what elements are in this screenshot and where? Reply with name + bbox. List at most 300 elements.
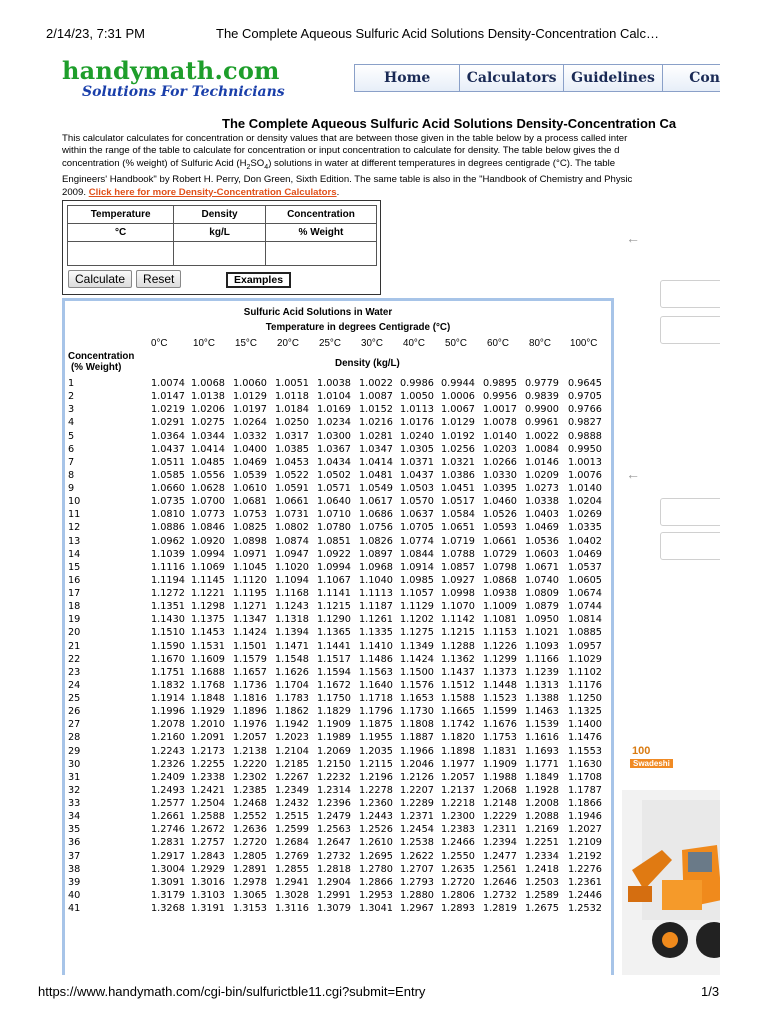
density-cell: 1.2953 [359, 889, 393, 901]
density-cell: 1.0038 [317, 378, 351, 389]
density-cell: 1.2538 [400, 837, 434, 849]
density-cell: 1.2057 [441, 771, 475, 783]
density-cell: 1.1313 [525, 679, 559, 691]
density-cell: 1.0537 [568, 561, 602, 573]
density-cell: 1.2360 [359, 798, 393, 809]
table-row [65, 417, 611, 430]
density-cell: 1.2793 [400, 876, 434, 888]
temperature-header: 50°C [445, 338, 467, 349]
density-cell: 1.1288 [441, 640, 475, 652]
density-cell: 1.1116 [151, 561, 185, 573]
concentration-cell: 14 [68, 548, 81, 560]
density-cell: 1.1373 [483, 666, 517, 678]
temperature-cell [68, 242, 174, 266]
density-cell: 1.0998 [441, 588, 475, 599]
density-cell: 1.0147 [151, 391, 185, 403]
density-cell: 1.1272 [151, 588, 185, 599]
intro-line: Engineers' Handbook" by Robert H. Perry, Don Green, Sixth Edition. The same table is also in the "Handbook of Chemistry and Physic [62, 174, 633, 186]
density-cell: 1.1176 [568, 679, 602, 691]
density-cell: 1.1129 [400, 601, 434, 613]
table-subtitle: Temperature in degrees Centigrade (°C) [265, 322, 451, 333]
density-cell: 1.2589 [525, 889, 559, 901]
density-cell: 1.1976 [233, 719, 267, 731]
concentration-cell: 16 [68, 574, 81, 586]
table-row [65, 719, 611, 732]
density-cell: 1.2169 [525, 824, 559, 836]
density-cell: 1.0661 [483, 535, 517, 547]
density-cell: 1.2091 [191, 732, 225, 744]
temperature-header: 10°C [193, 338, 215, 349]
concentration-cell: 18 [68, 601, 81, 613]
table-row [65, 837, 611, 850]
concentration-cell: 19 [68, 614, 81, 626]
density-cell: 1.1753 [483, 732, 517, 744]
ad-box[interactable] [660, 280, 720, 308]
density-cell: 1.2672 [191, 824, 225, 836]
table-row [65, 772, 611, 785]
density-cell: 1.0273 [525, 483, 559, 494]
density-cell: 1.1471 [275, 640, 309, 652]
density-cell: 1.0317 [275, 430, 309, 442]
density-cell: 1.0788 [441, 548, 475, 560]
header-density: Density [174, 206, 266, 224]
density-cell: 1.2418 [525, 863, 559, 875]
density-cell: 1.0846 [191, 522, 225, 534]
calculate-button[interactable]: Calculate [68, 270, 132, 288]
density-cell: 1.1070 [441, 601, 475, 613]
density-cell: 1.0485 [191, 456, 225, 468]
density-cell: 1.1693 [525, 745, 559, 757]
density-cell: 1.2636 [233, 824, 267, 836]
density-cell: 1.2185 [275, 758, 309, 770]
density-label: Density (kg/L) [335, 358, 400, 369]
density-cell: 1.0885 [568, 627, 602, 639]
subscript: 2 [246, 163, 251, 171]
density-cell: 1.2454 [400, 824, 434, 836]
density-cell: 1.1630 [568, 758, 602, 770]
density-cell: 1.1590 [151, 640, 185, 652]
table-row [65, 811, 611, 824]
density-cell: 1.1866 [568, 798, 602, 809]
swadeshi-text: Swadeshi [630, 759, 673, 768]
density-cell: 1.0735 [151, 496, 185, 508]
density-cell: 1.1579 [233, 653, 267, 665]
table-row [65, 588, 611, 601]
density-cell: 1.2255 [191, 758, 225, 770]
density-cell: 1.0593 [483, 522, 517, 534]
concentration-cell: 22 [68, 653, 81, 665]
table-row [65, 759, 611, 772]
density-cell: 1.0169 [317, 404, 351, 416]
density-input[interactable] [174, 243, 265, 265]
form-buttons [68, 270, 185, 288]
density-cell: 1.0051 [275, 378, 309, 389]
density-cell: 1.0234 [317, 417, 351, 429]
density-cell: 1.0774 [400, 535, 434, 547]
density-cell: 1.1142 [441, 614, 475, 626]
concentration-cell: 1 [68, 378, 75, 389]
density-cell: 1.0628 [191, 483, 225, 494]
density-cell: 0.9766 [568, 404, 602, 416]
table-row [65, 654, 611, 667]
density-cell: 0.9705 [568, 391, 602, 403]
density-cell: 0.9895 [483, 378, 517, 389]
density-cell: 1.0074 [151, 378, 185, 389]
concentration-cell: 8 [68, 469, 75, 481]
density-cell: 1.1441 [317, 640, 351, 652]
intro-line [62, 187, 720, 199]
density-cell: 1.0050 [400, 391, 434, 403]
concentration-cell: 21 [68, 640, 81, 652]
density-cell: 1.2684 [275, 837, 309, 849]
density-cell: 1.0266 [483, 456, 517, 468]
density-cell: 1.1996 [151, 706, 185, 718]
subscript: 4 [264, 163, 269, 171]
density-cell: 1.3016 [191, 876, 225, 888]
density-cell: 1.0584 [441, 509, 475, 521]
density-cell: 1.2493 [151, 784, 185, 796]
density-cell: 1.2207 [400, 784, 434, 796]
density-cell: 1.1448 [483, 679, 517, 691]
density-cell: 1.1670 [151, 653, 185, 665]
density-cell: 1.2302 [233, 771, 267, 783]
concentration-cell: 36 [68, 837, 81, 849]
density-cell: 1.0671 [525, 561, 559, 573]
density-cell: 1.2251 [525, 837, 559, 849]
examples-button[interactable]: Examples [226, 272, 291, 288]
density-cell: 1.0549 [359, 483, 393, 494]
density-cell: 1.2394 [483, 837, 517, 849]
concentration-cell: 31 [68, 771, 81, 783]
ad-box[interactable] [660, 498, 720, 526]
density-cell: 1.0347 [359, 443, 393, 455]
density-cell: 1.1708 [568, 771, 602, 783]
density-cell: 1.1751 [151, 666, 185, 678]
density-cell: 1.1909 [317, 719, 351, 731]
density-cell: 1.0661 [275, 496, 309, 508]
density-cell: 1.0898 [233, 535, 267, 547]
density-cell: 1.0264 [233, 417, 267, 429]
density-cell: 1.0556 [191, 469, 225, 481]
concentration-cell: 26 [68, 706, 81, 718]
density-cell: 1.0395 [483, 483, 517, 494]
concentration-cell: 24 [68, 679, 81, 691]
density-cell: 1.1553 [568, 745, 602, 757]
density-cell: 1.1239 [525, 666, 559, 678]
temperature-header: 20°C [277, 338, 299, 349]
density-cell: 1.0140 [568, 483, 602, 494]
density-cell: 1.0367 [317, 443, 351, 455]
table-row [65, 614, 611, 627]
density-cell: 1.2941 [275, 876, 309, 888]
density-cell: 1.0129 [441, 417, 475, 429]
density-cell: 1.2746 [151, 824, 185, 836]
density-cell: 1.2831 [151, 837, 185, 849]
temperature-header: 15°C [235, 338, 257, 349]
density-cell: 0.9839 [525, 391, 559, 403]
density-cell: 1.2904 [317, 876, 351, 888]
concentration-label: Concentration [68, 351, 135, 362]
concentration-cell: 29 [68, 745, 81, 757]
density-cell: 1.2479 [317, 811, 351, 823]
density-cell: 1.0371 [400, 456, 434, 468]
density-cell: 1.2243 [151, 745, 185, 757]
ad-box[interactable] [660, 316, 720, 344]
excavator-ad-image[interactable] [622, 790, 720, 975]
density-cell: 1.1688 [191, 666, 225, 678]
table-row [65, 667, 611, 680]
density-cell: 1.0017 [483, 404, 517, 416]
density-cell: 1.1862 [275, 706, 309, 718]
density-cell: 1.0780 [317, 522, 351, 534]
density-cell: 1.1704 [275, 679, 309, 691]
concentration-cell: 41 [68, 903, 81, 914]
density-cell: 1.2635 [441, 863, 475, 875]
density-cell: 1.0197 [233, 404, 267, 416]
density-cell: 1.0250 [275, 417, 309, 429]
density-cell: 1.0022 [525, 430, 559, 442]
density-cell: 1.1194 [151, 574, 185, 586]
density-cell: 1.0844 [400, 548, 434, 560]
density-cell: 0.9944 [441, 378, 475, 389]
density-cell: 1.2088 [525, 811, 559, 823]
density-cell: 1.2661 [151, 811, 185, 823]
density-cell: 1.1672 [317, 679, 351, 691]
density-cell: 1.1966 [400, 745, 434, 757]
nav-calculators[interactable]: Calculators [460, 65, 563, 91]
density-cell: 1.1510 [151, 627, 185, 639]
density-cell: 1.2069 [317, 745, 351, 757]
density-cell: 1.1349 [400, 640, 434, 652]
table-row [65, 706, 611, 719]
density-cell: 1.2561 [483, 863, 517, 875]
density-cell: 1.1166 [525, 653, 559, 665]
density-cell: 1.2046 [400, 758, 434, 770]
density-cell: 1.0060 [233, 378, 267, 389]
table-row [65, 404, 611, 417]
density-cell: 1.0826 [359, 535, 393, 547]
table-row [65, 627, 611, 640]
density-cell: 1.0184 [275, 404, 309, 416]
density-cell: 1.2289 [400, 798, 434, 809]
density-cell: 1.1787 [568, 784, 602, 796]
density-cell: 1.1829 [317, 706, 351, 718]
density-cell: 1.1318 [275, 614, 309, 626]
density-cell: 1.1730 [400, 706, 434, 718]
site-logo[interactable]: handymath.com [62, 56, 280, 85]
density-cell: 1.0414 [359, 456, 393, 468]
ad-sidebar [620, 200, 720, 975]
density-cell: 1.2196 [359, 771, 393, 783]
ad-box[interactable] [660, 532, 720, 560]
density-cell: 1.0400 [233, 443, 267, 455]
density-cell: 1.0637 [400, 509, 434, 521]
density-cell: 1.2893 [441, 903, 475, 914]
density-cell: 1.1736 [233, 679, 267, 691]
density-cell: 1.3004 [151, 863, 185, 875]
density-cell: 1.1243 [275, 601, 309, 613]
density-cell: 1.1955 [359, 732, 393, 744]
concentration-cell: 33 [68, 798, 81, 809]
density-cell: 1.0705 [400, 522, 434, 534]
density-cell: 1.2805 [233, 850, 267, 862]
density-cell: 1.0305 [400, 443, 434, 455]
swadeshi-badge [630, 745, 690, 775]
back-arrow-icon[interactable]: ← [626, 230, 640, 246]
density-cell: 1.0104 [317, 391, 351, 403]
density-cell: 1.0927 [441, 574, 475, 586]
density-cell: 1.2276 [568, 863, 602, 875]
concentration-cell: 35 [68, 824, 81, 836]
back-arrow-icon[interactable]: ← [626, 466, 640, 482]
density-cell: 1.0591 [275, 483, 309, 494]
density-cell: 1.0140 [483, 430, 517, 442]
density-cell: 1.2695 [359, 850, 393, 862]
density-cell: 1.1640 [359, 679, 393, 691]
density-cell: 1.2173 [191, 745, 225, 757]
density-cell: 1.1946 [568, 811, 602, 823]
more-calculators-link[interactable]: Click here for more Density-Concentration Calculators [88, 186, 337, 198]
density-cell: 1.0740 [525, 574, 559, 586]
concentration-input[interactable] [266, 243, 376, 265]
density-cell: 1.2757 [191, 837, 225, 849]
density-cell: 1.2104 [275, 745, 309, 757]
density-cell: 1.0511 [151, 456, 185, 468]
density-cell: 1.0744 [568, 601, 602, 613]
density-cell: 1.0481 [359, 469, 393, 481]
density-cell: 1.1453 [191, 627, 225, 639]
density-cell: 1.2027 [568, 824, 602, 836]
density-cell: 1.1977 [441, 758, 475, 770]
intro-line: within the range of the table to calculate for concentration or input concentration to calculate for density. The table below gives the d [62, 145, 620, 157]
density-cell: 1.0710 [317, 509, 351, 521]
density-cell: 1.2349 [275, 784, 309, 796]
main-nav [354, 64, 720, 92]
density-cell: 1.2278 [359, 784, 393, 796]
density-cell: 1.0660 [151, 483, 185, 494]
site-tagline: Solutions For Technicians [82, 84, 285, 100]
density-cell: 1.0402 [568, 535, 602, 547]
temperature-header: 60°C [487, 338, 509, 349]
density-cell: 1.0118 [275, 391, 309, 403]
concentration-cell: 40 [68, 889, 81, 901]
density-cell: 1.1375 [191, 614, 225, 626]
concentration-cell: 12 [68, 522, 81, 534]
table-row [65, 641, 611, 654]
nav-guidelines[interactable]: Guidelines [564, 65, 663, 91]
concentration-cell: 38 [68, 863, 81, 875]
density-cell: 1.1523 [483, 693, 517, 704]
density-cell: 1.1626 [275, 666, 309, 678]
density-cell: 1.2010 [191, 719, 225, 731]
density-cell: 1.0968 [359, 561, 393, 573]
density-cell: 1.2967 [400, 903, 434, 914]
density-cell: 1.0753 [233, 509, 267, 521]
density-cell: 1.0209 [525, 469, 559, 481]
density-cell: 1.0146 [525, 456, 559, 468]
density-cell: 1.0076 [568, 469, 602, 481]
density-cell: 0.9986 [400, 378, 434, 389]
nav-home[interactable]: Home [355, 65, 460, 91]
density-cell: 1.1588 [441, 693, 475, 704]
temperature-header: 30°C [361, 338, 383, 349]
density-cell: 1.3191 [191, 903, 225, 914]
density-cell: 1.1665 [441, 706, 475, 718]
density-cell: 1.0700 [191, 496, 225, 508]
density-cell: 1.1069 [191, 561, 225, 573]
density-cell: 1.1928 [525, 784, 559, 796]
density-cell: 1.2707 [400, 863, 434, 875]
concentration-cell: 39 [68, 876, 81, 888]
print-header [0, 26, 768, 44]
density-cell: 1.2218 [441, 798, 475, 809]
concentration-cell: 32 [68, 784, 81, 796]
density-cell: 1.1141 [317, 588, 351, 599]
density-cell: 1.0585 [151, 469, 185, 481]
density-cell: 1.1742 [441, 719, 475, 731]
density-cell: 1.0920 [191, 535, 225, 547]
density-cell: 1.2991 [317, 889, 351, 901]
concentration-column-label [68, 351, 134, 373]
density-cell: 1.0985 [400, 574, 434, 586]
density-cell: 1.1989 [317, 732, 351, 744]
table-row [65, 536, 611, 549]
concentration-cell: 7 [68, 456, 75, 468]
temperature-header: 100°C [570, 338, 598, 349]
density-cell: 1.2138 [233, 745, 267, 757]
intro-fragment: SO [250, 157, 265, 169]
density-cell: 1.2220 [233, 758, 267, 770]
density-cell: 1.2150 [317, 758, 351, 770]
reset-button[interactable]: Reset [136, 270, 181, 288]
density-cell: 1.1045 [233, 561, 267, 573]
density-cell: 1.0335 [568, 522, 602, 534]
density-cell: 1.2311 [483, 824, 517, 836]
density-cell: 1.1195 [233, 588, 267, 599]
concentration-cell: 37 [68, 850, 81, 862]
density-cell: 1.1067 [317, 574, 351, 586]
intro-fragment: . [336, 186, 340, 198]
density-cell: 1.2503 [525, 876, 559, 888]
density-cell: 1.2057 [233, 732, 267, 744]
table-row [65, 798, 611, 811]
concentration-cell: 3 [68, 404, 75, 416]
density-cell: 1.1820 [441, 732, 475, 744]
density-cell: 1.1335 [359, 627, 393, 639]
density-cell: 1.0332 [233, 430, 267, 442]
temperature-input[interactable] [68, 243, 173, 265]
density-cell: 1.0651 [441, 522, 475, 534]
density-cell: 1.2563 [317, 824, 351, 836]
density-cell: 1.1848 [191, 693, 225, 704]
density-cell: 1.2300 [441, 811, 475, 823]
concentration-cell: 11 [68, 509, 81, 521]
density-cell: 1.2515 [275, 811, 309, 823]
density-cell: 1.0971 [233, 548, 267, 560]
nav-contact[interactable]: Con [689, 70, 720, 86]
density-cell: 1.1102 [568, 666, 602, 678]
density-cell: 1.0897 [359, 548, 393, 560]
density-cell: 1.1909 [483, 758, 517, 770]
concentration-cell: 5 [68, 430, 75, 442]
density-cell: 1.0437 [400, 469, 434, 481]
density-cell: 1.1347 [233, 614, 267, 626]
density-cell: 1.2622 [400, 850, 434, 862]
density-cell: 1.0773 [191, 509, 225, 521]
density-cell: 1.1388 [525, 693, 559, 704]
density-cell: 1.2371 [400, 811, 434, 823]
density-cell: 1.2361 [568, 876, 602, 888]
